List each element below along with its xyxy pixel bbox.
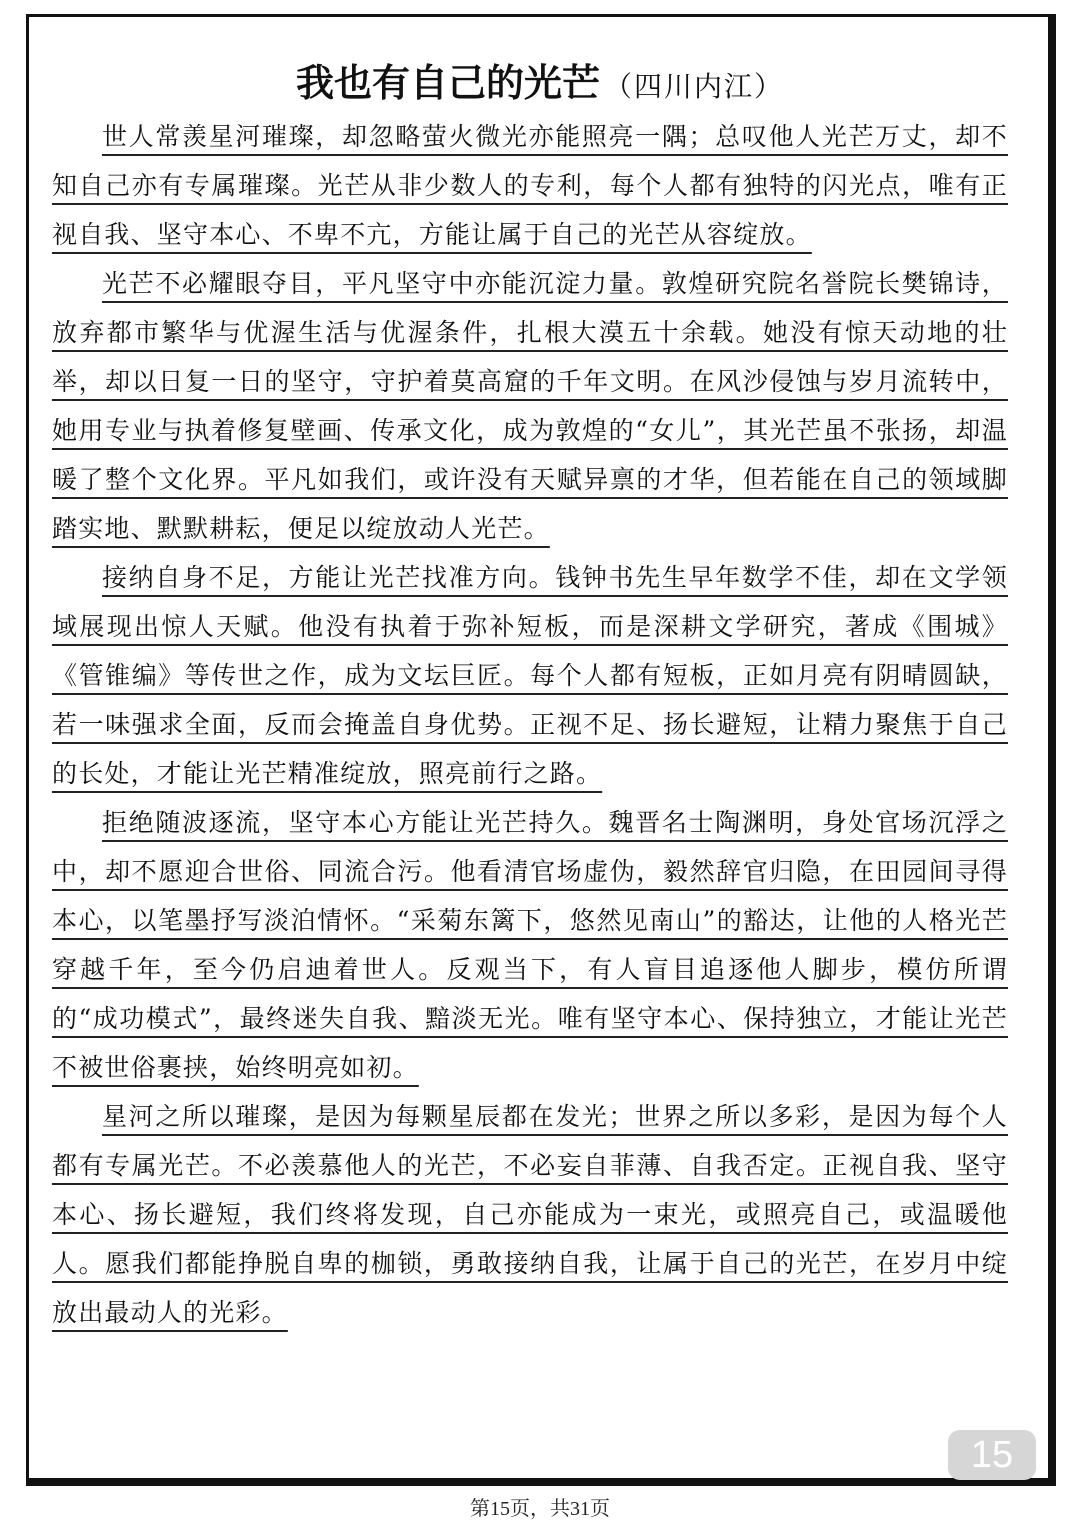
- essay-body: [52, 112, 1008, 1337]
- title-text: 我也有自己的光芒: [295, 61, 600, 105]
- title-region: （四川内江）: [604, 70, 785, 103]
- paragraph: [52, 1092, 1008, 1337]
- paragraph-text: 世人常羡星河璀璨，却忽略萤火微光亦能照亮一隅；总叹他人光芒万丈，却不知自己亦有专属璀璨。光芒从非少数人的专利，每个人都有独特的闪光点，唯有正视自我、坚守本心、不卑不亢，方能让属于自己的光芒从容绽放。: [52, 122, 1008, 249]
- paragraph-text: 星河之所以璀璨，是因为每颗星辰都在发光；世界之所以多彩，是因为每个人都有专属光芒。不必羡慕他人的光芒，不必妄自菲薄、自我否定。正视自我、坚守本心、扬长避短，我们终将发现，自己亦能成为一束光，或照亮自己，或温暖他人。愿我们都能挣脱自卑的枷锁，勇敢接纳自我，让属于自己的光芒，在岁月中绽放出最动人的光彩。: [52, 1102, 1008, 1327]
- essay-title: [0, 52, 1080, 107]
- paragraph-text: 接纳自身不足，方能让光芒找准方向。钱钟书先生早年数学不佳，却在文学领域展现出惊人天赋。他没有执着于弥补短板，而是深耕文学研究，著成《围城》《管锥编》等传世之作，成为文坛巨匠。每个人都有短板，正如月亮有阴晴圆缺，若一味强求全面，反而会掩盖自身优势。正视不足、扬长避短，让精力聚焦于自己的长处，才能让光芒精准绽放，照亮前行之路。: [52, 563, 1008, 788]
- paragraph: [52, 259, 1008, 553]
- page-footer: 第15页，共31页: [470, 1498, 610, 1520]
- paragraph: [52, 553, 1008, 798]
- paragraph: [52, 798, 1008, 1092]
- page-number-badge: 15: [948, 1430, 1036, 1480]
- paragraph: [52, 112, 1008, 259]
- paragraph-text: 拒绝随波逐流，坚守本心方能让光芒持久。魏晋名士陶渊明，身处官场沉浮之中，却不愿迎合世俗、同流合污。他看清官场虚伪，毅然辞官归隐，在田园间寻得本心，以笔墨抒写淡泊情怀。“采菊东篱下，悠然见南山”的豁达，让他的人格光芒穿越千年，至今仍启迪着世人。反观当下，有人盲目追逐他人脚步，模仿所谓的“成功模式”，最终迷失自我、黯淡无光。唯有坚守本心、保持独立，才能让光芒不被世俗裹挟，始终明亮如初。: [52, 808, 1008, 1082]
- paragraph-text: 光芒不必耀眼夺目，平凡坚守中亦能沉淀力量。敦煌研究院名誉院长樊锦诗，放弃都市繁华与优渥生活与优渥条件，扎根大漠五十余载。她没有惊天动地的壮举，却以日复一日的坚守，守护着莫高窟的千年文明。在风沙侵蚀与岁月流转中，她用专业与执着修复壁画、传承文化，成为敦煌的“女儿”，其光芒虽不张扬，却温暖了整个文化界。平凡如我们，或许没有天赋异禀的才华，但若能在自己的领域脚踏实地、默默耕耘，便足以绽放动人光芒。: [52, 269, 1008, 543]
